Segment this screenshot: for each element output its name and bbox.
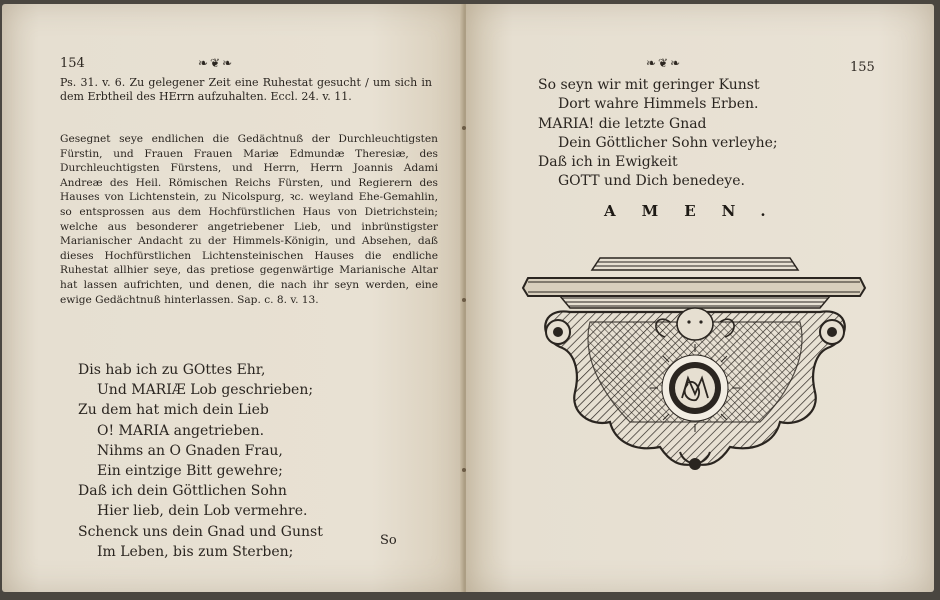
verse-line: Dein Göttlicher Sohn verleyhe; xyxy=(558,134,778,151)
header-ornament-left: ❧❦❧ xyxy=(198,56,235,70)
verse-line: Schenck uns dein Gnad und Gunst xyxy=(78,523,323,540)
page-number-right: 155 xyxy=(850,60,875,75)
verse-line: MARIA! die letzte Gnad xyxy=(538,115,707,132)
verse-line: Daß ich in Ewigkeit xyxy=(538,154,678,171)
verse-line: Im Leben, bis zum Sterben; xyxy=(97,543,294,560)
verse-line: So seyn wir mit geringer Kunst xyxy=(538,77,760,93)
verse-left xyxy=(78,360,378,562)
amen-heading: AMEN. xyxy=(604,202,792,220)
verse-line: Dis hab ich zu GOttes Ehr, xyxy=(78,362,266,378)
catchword: So xyxy=(380,533,397,548)
dedication-text: Gesegnet seye endlichen die Gedächtnuß der Durchleuchtigsten Fürstin, und Frauen Frauen Mariæ Edmundæ Theresiæ, des Durchleuchtigsten Fürstens, und Herrn, Herrn Joannis Adami Andreæ des Heil. Römischen Reichs Fürsten, und Regierern des Hauses von Lichtenstein, zu Nicolspurg, ꝛc. weyland Ehe-Gemahlin, so entsprossen aus dem Hochfürstlichen Haus von Dietrichstein; welche aus besonderer angetriebener Lieb, und inbrünstigster Marianischer Andacht zu der Himmels-Königin, und Absehen, daß dieses Hochfürstlichen Lichtensteinischen Hauses die endliche Ruhestat allhier seye, das pretiose gegenwärtige Marianische Altar hat lassen aufrichten, und denen, die nach ihr seyn werden, eine ewige Gedächtnuß hinterlassen. Sap. c. 8. v. 13. xyxy=(60,133,438,306)
verse-line: Hier lieb, dein Lob vermehre. xyxy=(97,503,308,520)
left-page xyxy=(2,4,464,592)
page-number-left: 154 xyxy=(60,56,85,71)
scripture-reference: Ps. 31. v. 6. Zu gelegener Zeit eine Ruhestat gesucht / um sich in dem Erbtheil des HErrn aufzuhalten. Eccl. 24. v. 11. xyxy=(60,76,432,103)
verse-line: O! MARIA angetrieben. xyxy=(97,422,265,439)
verse-line: Ein eintzige Bitt gewehre; xyxy=(97,463,283,480)
verse-line: Zu dem hat mich dein Lieb xyxy=(78,402,269,419)
verse-line: GOTT und Dich benedeye. xyxy=(558,173,745,190)
verse-line: Daß ich dein Göttlichen Sohn xyxy=(78,483,287,500)
verse-right xyxy=(538,76,858,192)
verse-line: Dort wahre Himmels Erben. xyxy=(558,96,759,113)
ornamental-cartouche-with-monogram-icon xyxy=(520,252,870,477)
dedication-paragraph xyxy=(60,132,438,307)
verse-line: Und MARIÆ Lob geschrieben; xyxy=(97,382,314,399)
verse-line: Nihms an O Gnaden Frau, xyxy=(97,442,283,459)
header-ornament-right: ❧❦❧ xyxy=(646,56,683,70)
